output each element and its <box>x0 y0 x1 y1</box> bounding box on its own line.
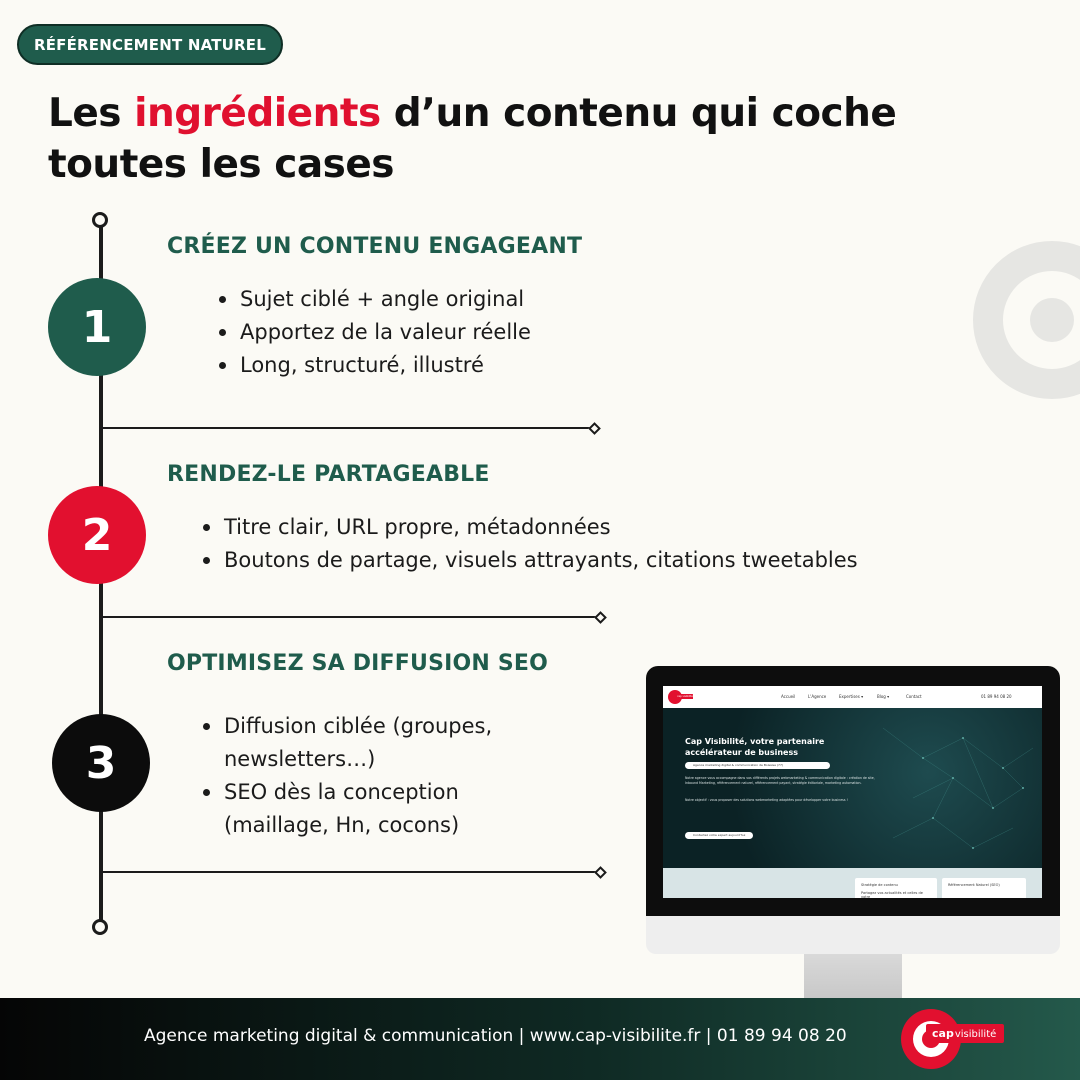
website-card-content-strategy[interactable] <box>855 878 937 898</box>
step-2-title: RENDEZ-LE PARTAGEABLE <box>167 462 490 487</box>
monitor-screen <box>663 686 1042 898</box>
website-hero-title: Cap Visibilité, votre partenaire accélérateur de business <box>685 737 825 757</box>
website-hero-paragraph-2: Notre objectif : vous proposer des solutions webmarketing adaptées pour développer votre business ! <box>685 798 848 802</box>
step-3-title: OPTIMISEZ SA DIFFUSION SEO <box>167 651 549 676</box>
step-2-bullets <box>200 511 858 577</box>
timeline-end-dot <box>92 919 108 935</box>
website-card-seo[interactable] <box>942 878 1026 898</box>
network-pattern-icon <box>663 708 1042 868</box>
list-item: Titre clair, URL propre, métadonnées <box>200 511 858 544</box>
card-text: Partagez vos actualités et celles de votre <box>861 891 923 898</box>
divider-end-1 <box>588 422 601 435</box>
divider-end-2 <box>594 611 607 624</box>
list-item: Boutons de partage, visuels attrayants, citations tweetables <box>200 544 858 577</box>
title-part-before: Les <box>48 91 135 136</box>
card-title: Référencement Naturel (SEO) <box>948 883 1000 887</box>
website-nav-blog[interactable]: Blog ▾ <box>877 694 890 699</box>
target-rings-icon <box>972 240 1080 400</box>
website-logo-text: cap visibilité <box>677 695 693 698</box>
list-item: Diffusion ciblée (groupes, newsletters…) <box>200 710 530 776</box>
website-services-strip <box>663 868 1042 898</box>
step-1-title: CRÉEZ UN CONTENU ENGAGEANT <box>167 234 583 259</box>
list-item: SEO dès la conception (maillage, Hn, cocons) <box>200 776 530 842</box>
divider-line-1 <box>103 427 593 429</box>
website-hero-paragraph-1: Notre agence vous accompagne dans vos différents projets webmarketing & communication digitale : création de site, Inbound Marketing, référencement naturel, référencement payant, stratégie éditoriale, marketing automation. <box>685 776 875 785</box>
list-item: Apportez de la valeur réelle <box>216 316 531 349</box>
logo-cap: cap <box>932 1027 954 1040</box>
website-nav-home[interactable]: Accueil <box>781 694 796 699</box>
footer-logo-wordmark <box>926 1024 1004 1043</box>
website-hero-cta-button[interactable]: Contactez votre expert aujourd'hui <box>685 832 753 839</box>
title-part-after: d’un contenu qui coche toutes les cases <box>48 91 897 187</box>
website-hero-pill: Agence marketing digital & communication de Boissise (77) <box>685 762 830 769</box>
monitor-chin <box>646 916 1060 954</box>
monitor-stand <box>804 954 902 998</box>
card-title: Stratégie de contenu <box>861 883 898 887</box>
website-nav-agency[interactable]: L'Agence <box>808 694 827 699</box>
step-1-bullets <box>216 283 531 382</box>
step-3-bullets <box>200 710 530 842</box>
website-hero <box>663 708 1042 868</box>
website-nav-expertises[interactable]: Expertises ▾ <box>839 694 864 699</box>
monitor-mockup <box>646 666 1060 998</box>
step-3-number-circle: 3 <box>52 714 150 812</box>
footer-contact-text: Agence marketing digital & communication | www.cap-visibilite.fr | 01 89 94 08 20 <box>144 1026 847 1046</box>
page-title <box>48 88 1008 190</box>
timeline-start-dot <box>92 212 108 228</box>
logo-visibilite: visibilité <box>954 1029 997 1040</box>
footer <box>0 998 1080 1080</box>
divider-end-3 <box>594 866 607 879</box>
divider-line-3 <box>103 871 598 873</box>
divider-line-2 <box>103 616 598 618</box>
step-2-number-circle: 2 <box>48 486 146 584</box>
list-item: Long, structuré, illustré <box>216 349 531 382</box>
step-1-number-circle: 1 <box>48 278 146 376</box>
list-item: Sujet ciblé + angle original <box>216 283 531 316</box>
title-highlight: ingrédients <box>134 91 381 136</box>
category-badge: RÉFÉRENCEMENT NATUREL <box>17 24 283 65</box>
website-nav <box>663 686 1042 708</box>
website-nav-contact[interactable]: Contact <box>906 694 922 699</box>
website-phone[interactable]: 01 89 94 08 20 <box>981 694 1012 699</box>
